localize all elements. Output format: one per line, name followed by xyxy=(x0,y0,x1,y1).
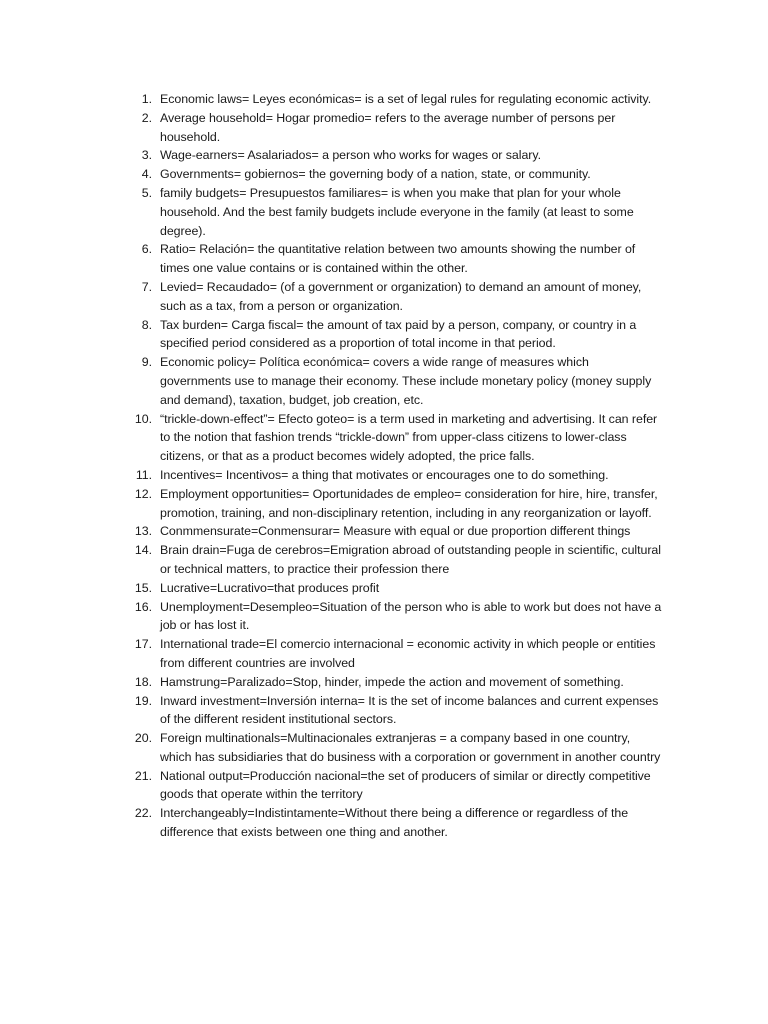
entry-text: “trickle-down-effect”= Efecto goteo= is a term used in marketing and advertising. It can refer to the notion that fashion trends “trickle-down” from upper-class citizens to lower-class citizens, or that as a product becomes widely adopted, the price falls. xyxy=(160,411,658,464)
glossary-entry xyxy=(128,804,663,842)
entry-number: 2. xyxy=(141,110,152,125)
glossary-entry xyxy=(128,240,663,278)
entry-number: 18. xyxy=(134,674,152,689)
entry-number: 19. xyxy=(134,693,152,708)
entry-text: National output=Producción nacional=the set of producers of similar or directly competitive goods that operate within the territory xyxy=(160,768,651,802)
entry-number: 8. xyxy=(141,317,152,332)
entry-text: Tax burden= Carga fiscal= the amount of tax paid by a person, company, or country in a specified period considered as a proportion of total income in that period. xyxy=(160,317,637,351)
entry-number: 7. xyxy=(141,279,152,294)
entry-text: Brain drain=Fuga de cerebros=Emigration abroad of outstanding people in scientific, cultural or technical matters, to practice their profession there xyxy=(160,543,661,576)
entry-number: 13. xyxy=(134,524,152,539)
entry-text: Foreign multinationals=Multinacionales extranjeras = a company based in one country, which has subsidiaries that do business with a corporation or government in another country xyxy=(160,731,661,764)
entry-text: Economic laws= Leyes económicas= is a set of legal rules for regulating economic activity. xyxy=(160,92,652,106)
entry-text: Governments= gobiernos= the governing body of a nation, state, or community. xyxy=(160,167,591,182)
entry-text: Incentives= Incentivos= a thing that motivates or encourages one to do something. xyxy=(160,467,609,482)
glossary-entry xyxy=(128,353,663,409)
entry-number: 9. xyxy=(141,355,152,370)
glossary-list xyxy=(128,90,663,842)
entry-text: Conmmensurate=Conmensurar= Measure with equal or due proportion different things xyxy=(160,524,631,539)
entry-number: 12. xyxy=(134,486,152,501)
entry-number: 1. xyxy=(141,92,152,106)
glossary-entry xyxy=(128,692,663,730)
entry-number: 11. xyxy=(135,467,152,482)
glossary-entry xyxy=(128,278,663,316)
glossary-entry xyxy=(128,184,663,240)
entry-text: Levied= Recaudado= (of a government or organization) to demand an amount of money, such as a tax, from a person or organization. xyxy=(160,279,642,313)
glossary-entry xyxy=(128,109,663,147)
glossary-entry xyxy=(128,635,663,673)
entry-number: 5. xyxy=(141,185,152,200)
entry-text: Lucrative=Lucrativo=that produces profit xyxy=(160,580,380,595)
entry-number: 6. xyxy=(141,242,152,257)
entry-text: Hamstrung=Paralizado=Stop, hinder, impede the action and movement of something. xyxy=(160,674,624,689)
entry-number: 14. xyxy=(134,543,152,558)
entry-number: 4. xyxy=(141,167,152,182)
glossary-entry xyxy=(128,146,663,165)
glossary-entry xyxy=(128,541,663,579)
entry-number: 16. xyxy=(134,599,152,614)
glossary-entry xyxy=(128,90,663,109)
entry-text: Average household= Hogar promedio= refers to the average number of persons per household. xyxy=(160,110,616,144)
entry-text: Employment opportunities= Oportunidades de empleo= consideration for hire, hire, transfer, promotion, training, and non-disciplinary retention, including in any reorganization or layoff. xyxy=(160,486,658,520)
entry-number: 15. xyxy=(134,580,152,595)
glossary-entry xyxy=(128,410,663,466)
entry-text: Unemployment=Desempleo=Situation of the person who is able to work but does not have a job or has lost it. xyxy=(160,599,662,633)
entry-text: Wage-earners= Asalariados= a person who works for wages or salary. xyxy=(160,148,541,163)
entry-text: Inward investment=Inversión interna= It is the set of income balances and current expenses of the different resident institutional sectors. xyxy=(160,693,659,727)
entry-number: 3. xyxy=(141,148,152,163)
entry-number: 22. xyxy=(134,806,152,821)
entry-number: 20. xyxy=(134,731,152,746)
entry-text: International trade=El comercio internacional = economic activity in which people or entities from different countries are involved xyxy=(160,637,656,670)
glossary-entry xyxy=(128,673,663,692)
glossary-entry xyxy=(128,598,663,636)
glossary-entry xyxy=(128,579,663,598)
entry-text: Ratio= Relación= the quantitative relation between two amounts showing the number of times one value contains or is contained within the other. xyxy=(160,242,636,276)
entry-number: 17. xyxy=(134,637,152,652)
glossary-entry xyxy=(128,767,663,805)
glossary-entry xyxy=(128,729,663,767)
entry-text: family budgets= Presupuestos familiares= is when you make that plan for your whole household. And the best family budgets include everyone in the family (at least to some degree). xyxy=(160,185,634,238)
glossary-entry xyxy=(128,165,663,184)
glossary-entry xyxy=(128,316,663,354)
entry-text: Interchangeably=Indistintamente=Without there being a difference or regardless of the difference that exists between one thing and another. xyxy=(160,806,629,840)
glossary-entry xyxy=(128,522,663,541)
glossary-entry xyxy=(128,485,663,523)
glossary-entry xyxy=(128,466,663,485)
entry-text: Economic policy= Política económica= covers a wide range of measures which governments use to manage their economy. These include monetary policy (money supply and demand), taxation, budget, job creation, etc. xyxy=(160,355,652,407)
entry-number: 21. xyxy=(134,768,152,783)
entry-number: 10. xyxy=(134,411,152,426)
